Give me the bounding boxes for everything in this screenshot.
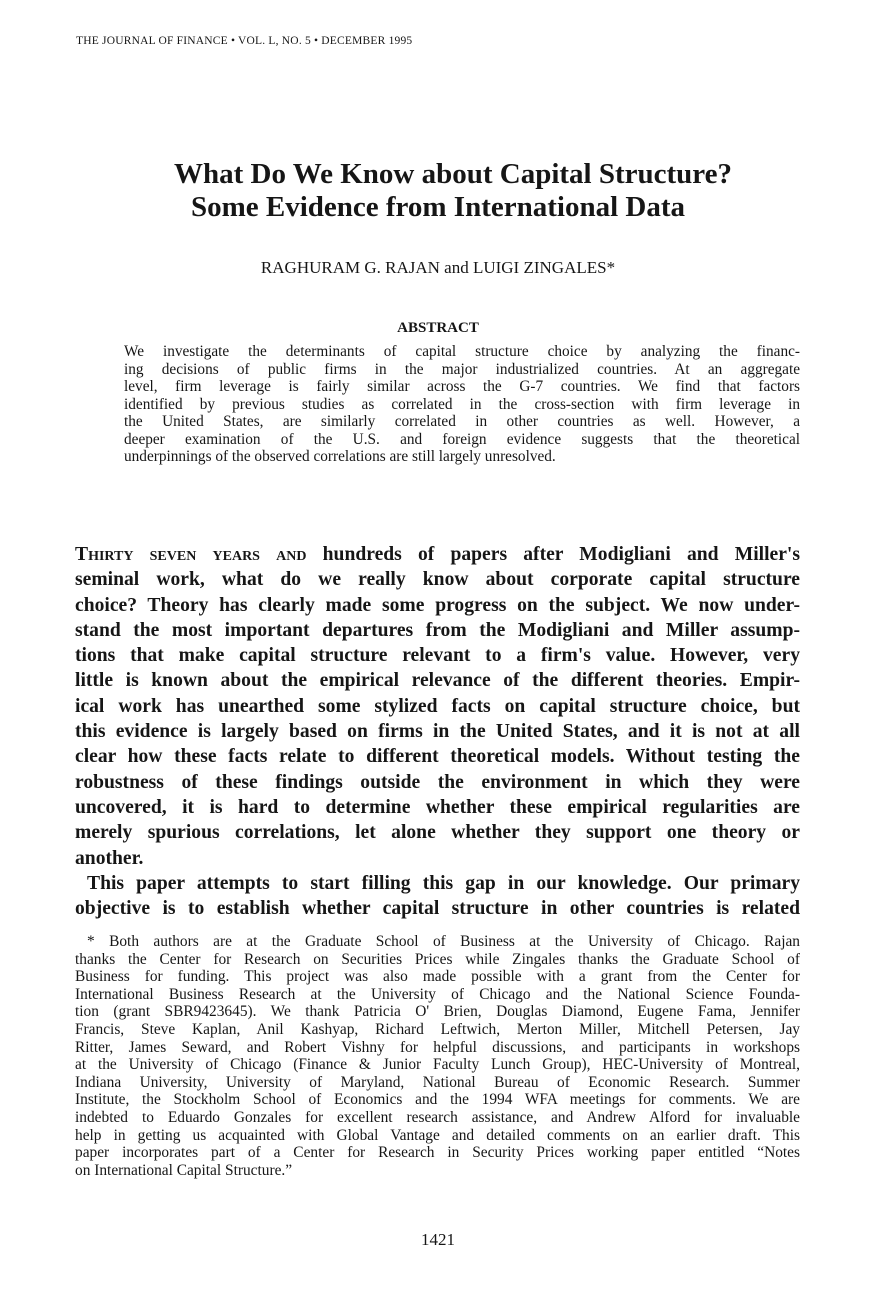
text-line: uncovered, it is hard to determine whether these empirical regularities are [75, 796, 800, 818]
text-line: Business for funding. This project was also made possible with a grant from the Center for [75, 968, 800, 986]
text-line: objective is to establish whether capital structure in other countries is related [75, 898, 800, 920]
text-line: seminal work, what do we really know about corporate capital structure [75, 569, 800, 591]
text-line: deeper examination of the U.S. and foreign evidence suggests that the theoretical [124, 430, 800, 448]
text-line: We investigate the determinants of capital structure choice by analyzing the financ- [124, 343, 800, 360]
text-line: this evidence is largely based on firms in the United States, and it is not at all [75, 721, 800, 743]
text-line: choice? Theory has clearly made some progress on the subject. We now under- [75, 594, 800, 616]
text-line: This paper attempts to start filling this gap in our knowledge. Our primary [87, 872, 800, 894]
text-line: Indiana University, University of Maryland, National Bureau of Economic Research. Summer [75, 1073, 800, 1091]
text-line: tions that make capital structure relevant to a firm's value. However, very [75, 645, 800, 667]
text-line [75, 542, 800, 567]
abstract-heading: ABSTRACT [397, 320, 479, 336]
text-line: Institute, the Stockholm School of Economics and the 1994 WFA meetings for comments. We are [75, 1091, 800, 1109]
text-line: paper incorporates part of a Center for Research in Security Prices working paper entitled “Notes [75, 1144, 800, 1162]
text-line: ical work has unearthed some stylized facts on capital structure choice, but [75, 695, 800, 717]
text-line: merely spurious correlations, let alone whether they support one theory or [75, 822, 800, 844]
text-line: another. [75, 847, 144, 869]
text-line: clear how these facts relate to different theoretical models. Without testing the [75, 746, 800, 768]
text-line: on International Capital Structure.” [75, 1161, 293, 1179]
text-line: indebted to Eduardo Gonzales for excellent research assistance, and Andrew Alford for invaluable [75, 1108, 800, 1126]
text-line: at the University of Chicago (Finance & Junior Faculty Lunch Group), HEC-University of Montreal, [75, 1056, 800, 1074]
text-line: the United States, are similarly correlated in other countries as well. However, a [124, 413, 800, 430]
text-line: International Business Research at the University of Chicago and the National Science Founda- [75, 985, 800, 1003]
text-line: robustness of these findings outside the environment in which they were [75, 771, 800, 793]
body-text [75, 542, 800, 921]
text-line: Ritter, James Seward, and Robert Vishny for helpful discussions, and participants in workshops [75, 1038, 800, 1056]
text-line: stand the most important departures from the Modigliani and Miller assump- [75, 619, 800, 641]
title-line-1: What Do We Know about Capital Structure? [173, 158, 733, 190]
text-line: identified by previous studies as correlated in the cross-section with firm leverage in [124, 395, 800, 413]
text-line: Francis, Steve Kaplan, Anil Kashyap, Richard Leftwich, Merton Miller, Mitchell Petersen, Jay [75, 1020, 800, 1038]
abstract-text [124, 343, 800, 466]
footnote [75, 933, 800, 1179]
line-rest: hundreds of papers after Modigliani and Miller's [306, 544, 800, 565]
title-line-2: Some Evidence from International Data [190, 191, 686, 223]
authors: RAGHURAM G. RAJAN and LUIGI ZINGALES* [260, 258, 616, 277]
running-head: THE JOURNAL OF FINANCE • VOL. L, NO. 5 • DECEMBER 1995 [76, 35, 413, 47]
text-line: level, firm leverage is fairly similar across the G-7 countries. We find that factors [124, 378, 800, 395]
text-line: little is known about the empirical relevance of the different theories. Empir- [75, 670, 800, 692]
text-line: thanks the Center for Research on Securities Prices while Zingales thanks the Graduate School of [75, 950, 800, 968]
lead-smallcaps: Thirty seven years and [75, 544, 307, 565]
page-number: 1421 [421, 1230, 455, 1249]
text-line: * Both authors are at the Graduate School of Business at the University of Chicago. Rajan [87, 933, 800, 950]
text-line: underpinnings of the observed correlations are still largely unresolved. [124, 448, 556, 465]
text-line: help in getting us acquainted with Global Vantage and detailed comments on an earlier draft. This [75, 1126, 800, 1144]
text-line: tion (grant SBR9423645). We thank Patricia O' Brien, Douglas Diamond, Eugene Fama, Jennifer [75, 1003, 800, 1021]
text-line: ing decisions of public firms in the major industrialized countries. At an aggregate [124, 360, 800, 378]
